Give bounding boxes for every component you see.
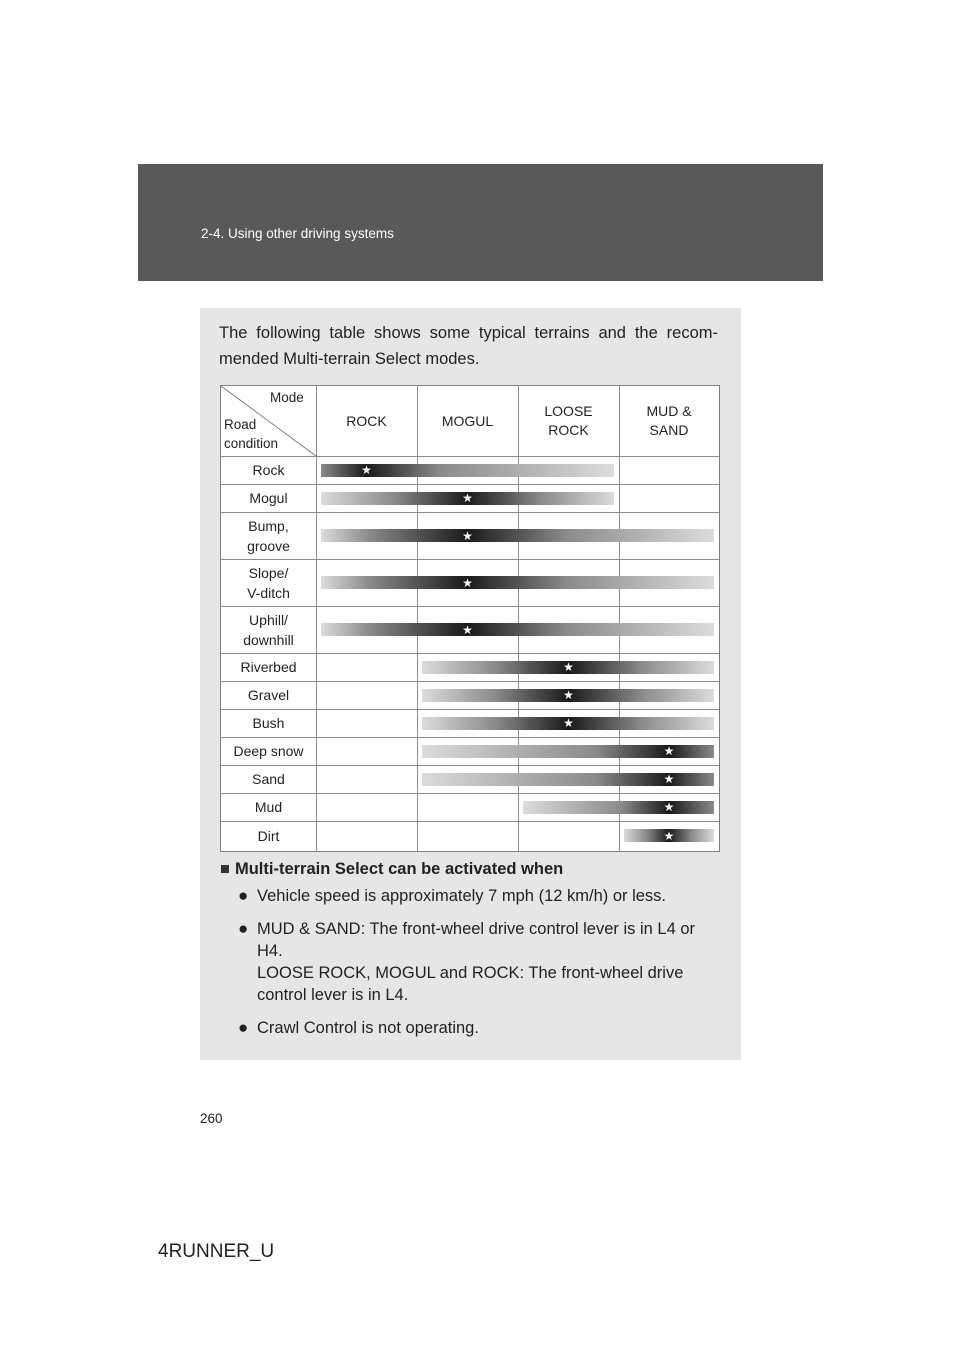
mode-header-cell: MOGUL (441, 412, 494, 429)
intro-paragraph: The following table shows some typical terrains and the recom-mended Multi-terrain Select modes. (219, 324, 718, 368)
mode-range-bar (321, 529, 714, 542)
info-panel (200, 308, 741, 1060)
road-condition-label: Mogul (249, 490, 288, 506)
road-condition-label: Dirt (257, 827, 280, 844)
condition-bullet (238, 918, 718, 1006)
bullet-dot: ● (238, 1018, 249, 1037)
mode-header-cell: ROCK (346, 412, 387, 429)
recommended-mode-star-icon: ★ (563, 660, 574, 674)
recommended-mode-star-icon: ★ (462, 575, 473, 590)
terrain-mode-table (220, 385, 720, 852)
condition-bullet (238, 1017, 718, 1039)
road-condition-label: Deep snow (233, 743, 304, 759)
road-condition-axis-label: Road condition (224, 417, 279, 451)
road-condition-label: Gravel (247, 687, 290, 703)
road-condition-label: Bush (252, 715, 285, 731)
recommended-mode-star-icon: ★ (462, 528, 473, 543)
section-header-bar (138, 164, 823, 281)
recommended-mode-star-icon: ★ (462, 622, 473, 637)
recommended-mode-star-icon: ★ (663, 800, 675, 814)
document-code: 4RUNNER_U (158, 1241, 275, 1262)
road-condition-label: Bump, groove (247, 517, 290, 554)
mode-header-cell: LOOSE ROCK (544, 403, 593, 438)
section-title: 2-4. Using other driving systems (201, 226, 394, 241)
bullet-text: Vehicle speed is approximately 7 mph (12 km/h) or less. (257, 887, 667, 905)
mode-range-bar (321, 623, 714, 636)
recommended-mode-star-icon: ★ (663, 828, 675, 843)
recommended-mode-star-icon: ★ (361, 463, 372, 477)
mode-range-bar (523, 801, 714, 814)
recommended-mode-star-icon: ★ (563, 716, 574, 730)
bullet-dot: ● (238, 886, 249, 905)
recommended-mode-star-icon: ★ (462, 491, 473, 505)
bullet-text: MUD & SAND: The front-wheel drive control lever is in L4 or H4. LOOSE ROCK, MOGUL and ROCK: The front-wheel drive control lever is in L4. (257, 920, 696, 1004)
activation-conditions-heading (220, 860, 563, 879)
section-marker: ■ (220, 860, 230, 878)
section-heading-text: Multi-terrain Select can be activated when (234, 860, 564, 878)
mode-range-bar (321, 576, 714, 589)
bullet-dot: ● (238, 919, 249, 938)
road-condition-label: Rock (252, 462, 285, 478)
road-condition-label: Slope/ V-ditch (247, 564, 290, 601)
mode-header-cell: MUD & SAND (646, 403, 692, 438)
road-condition-label: Uphill/ downhill (243, 611, 294, 648)
bullet-text: Crawl Control is not operating. (257, 1019, 479, 1037)
recommended-mode-star-icon: ★ (663, 744, 675, 758)
road-condition-label: Sand (252, 771, 285, 787)
road-condition-label: Riverbed (240, 659, 297, 675)
page-number: 260 (200, 1111, 223, 1126)
recommended-mode-star-icon: ★ (663, 772, 675, 786)
recommended-mode-star-icon: ★ (563, 688, 574, 702)
road-condition-label: Mud (254, 799, 283, 815)
condition-bullet (238, 885, 718, 907)
mode-axis-label: Mode (270, 390, 304, 405)
